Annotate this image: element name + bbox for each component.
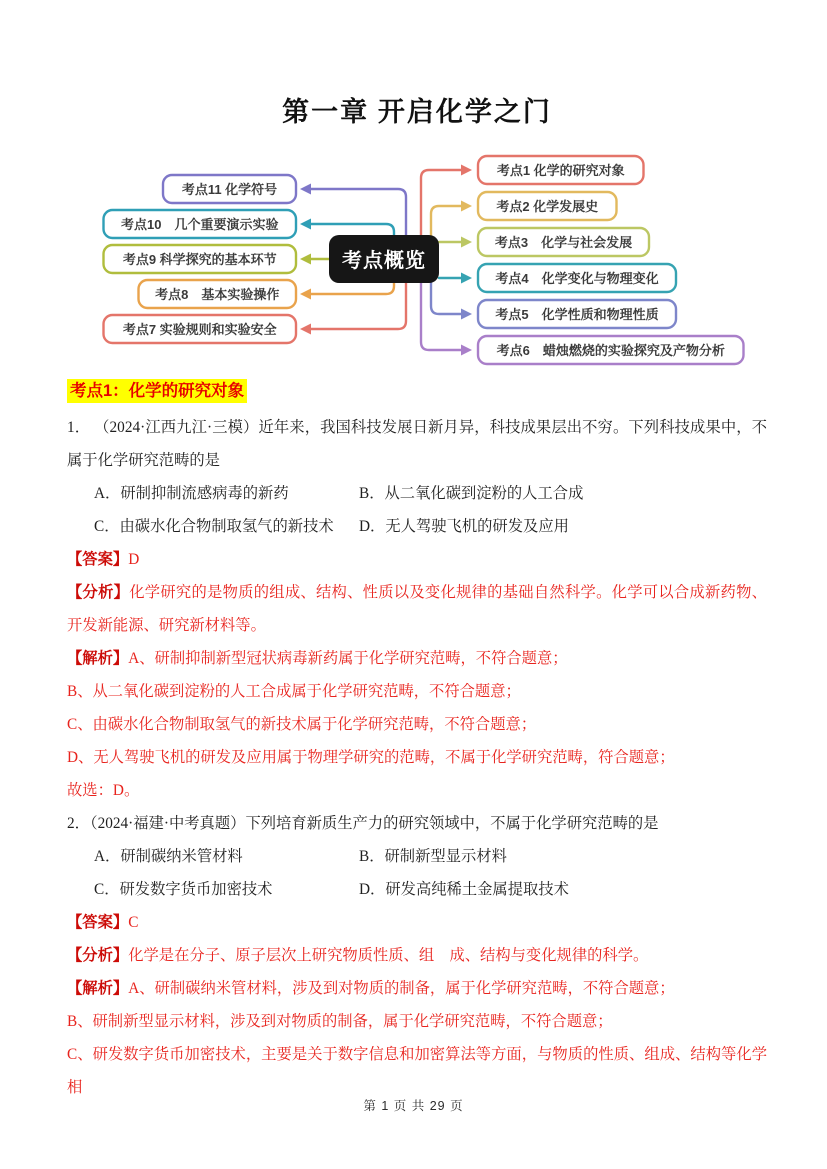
mindmap-node-label: 考点6 蜡烛燃烧的实验探究及产物分析 [496,343,725,358]
q1-explanation-line-b: B、从二氧化碳到淀粉的人工合成属于化学研究范畴，不符合题意； [67,683,521,700]
mindmap-diagram [76,150,767,374]
mindmap-arrow-icon [300,254,311,265]
explanation-marker: 【解析】 [67,980,129,997]
q1-explanation-line-a [67,642,767,675]
mindmap-node-label: 考点2 化学发展史 [496,199,599,214]
mindmap-arrow-icon [461,273,472,284]
q2-explanation-line-a [67,972,767,1005]
mindmap-arrow-icon [300,324,311,335]
mindmap-node-label: 考点11 化学符号 [181,182,278,197]
q1-explanation-line-c: C、由碳水化合物制取氢气的新技术属于化学研究范畴，不符合题意； [67,716,537,733]
q2-option-c: C．研发数字货币加密技术 [94,881,273,898]
q2-options-row-1 [67,840,767,873]
page-footer: 第 1 页 共 29 页 [363,1099,464,1113]
q2-explanation-line-b: B、研制新型显示材料，涉及到对物质的制备，属于化学研究范畴，不符合题意； [67,1013,613,1030]
q2-explanation-line-c: C、研发数字货币加密技术，主要是关于数字信息和加密算法等方面，与物质的性质、组成、结构等化学相 [67,1046,767,1096]
mindmap-arrow-icon [461,165,472,176]
explanation-marker: 【解析】 [67,650,129,667]
answer-marker: 【答案】 [67,914,129,931]
q2-option-d: D．研发高纯稀土金属提取技术 [359,881,569,898]
q1-option-c: C．由碳水化合物制取氢气的新技术 [94,518,334,535]
q1-option-a: A．研制抑制流感病毒的新药 [94,485,289,502]
q1-option-d: D．无人驾驶飞机的研发及应用 [359,518,569,535]
q1-options-row-1 [67,477,767,510]
mindmap-arrow-icon [461,237,472,248]
question-2-stem: 2．（2024·福建·中考真题）下列培育新质生产力的研究领域中，不属于化学研究范畴的是 [67,815,659,832]
mindmap-arrow-icon [461,309,472,320]
q2-analysis-line [67,939,767,972]
analysis-marker: 【分析】 [67,947,129,964]
chapter-title: 第一章 开启化学之门 [282,97,552,127]
q2-answer-line [67,906,767,939]
q1-answer-value: D [128,551,140,568]
q2-answer-value: C [128,914,139,931]
question-1-stem: 1． （2024·江西九江·三模）近年来，我国科技发展日新月异，科技成果层出不穷。下列科技成果中，不属于化学研究范畴的是 [67,419,767,469]
q1-explanation-a: A、研制抑制新型冠状病毒新药属于化学研究范畴，不符合题意； [128,650,568,667]
section-header: 考点1：化学的研究对象 [67,379,247,403]
mindmap-arrow-icon [300,184,311,195]
q1-option-b: B．从二氧化碳到淀粉的人工合成 [359,485,584,502]
mindmap-node-label: 考点7 实验规则和实验安全 [122,322,277,337]
q1-analysis-line [67,576,767,642]
analysis-marker: 【分析】 [67,584,130,601]
mindmap-arrow-icon [300,219,311,230]
q1-answer-line [67,543,767,576]
mindmap-node-label: 考点8 基本实验操作 [155,287,280,302]
mindmap-node-label: 考点1 化学的研究对象 [496,163,625,178]
mindmap-arrow-icon [461,345,472,356]
mindmap-node-label: 考点10 几个重要演示实验 [121,217,279,232]
mindmap-node-label: 考点9 科学探究的基本环节 [122,252,277,267]
mindmap-svg [76,150,776,374]
q1-analysis-text: 化学研究的是物质的组成、结构、性质以及变化规律的基础自然科学。化学可以合成新药物、开发新能源、研究新材料等。 [67,584,767,634]
q2-options-row-2 [67,873,767,906]
q2-explanation-a: A、研制碳纳米管材料，涉及到对物质的制备，属于化学研究范畴，不符合题意； [128,980,675,997]
q1-options-row-2 [67,510,767,543]
q2-option-a: A．研制碳纳米管材料 [94,848,243,865]
mindmap-node-label: 考点4 化学变化与物理变化 [495,271,659,286]
mindmap-node-label: 考点3 化学与社会发展 [494,235,633,250]
q2-analysis-text: 化学是在分子、原子层次上研究物质性质、组 成、结构与变化规律的科学。 [128,947,649,964]
q1-conclusion: 故选：D。 [67,782,140,799]
mindmap-arrow-icon [300,289,311,300]
q1-explanation-line-d: D、无人驾驶飞机的研发及应用属于物理学研究的范畴，不属于化学研究范畴，符合题意； [67,749,675,766]
answer-marker: 【答案】 [67,551,129,568]
mindmap-arrow-icon [461,201,472,212]
mindmap-center-label: 考点概览 [342,250,426,272]
mindmap-node-label: 考点5 化学性质和物理性质 [495,307,659,322]
q2-option-b: B．研制新型显示材料 [359,848,507,865]
